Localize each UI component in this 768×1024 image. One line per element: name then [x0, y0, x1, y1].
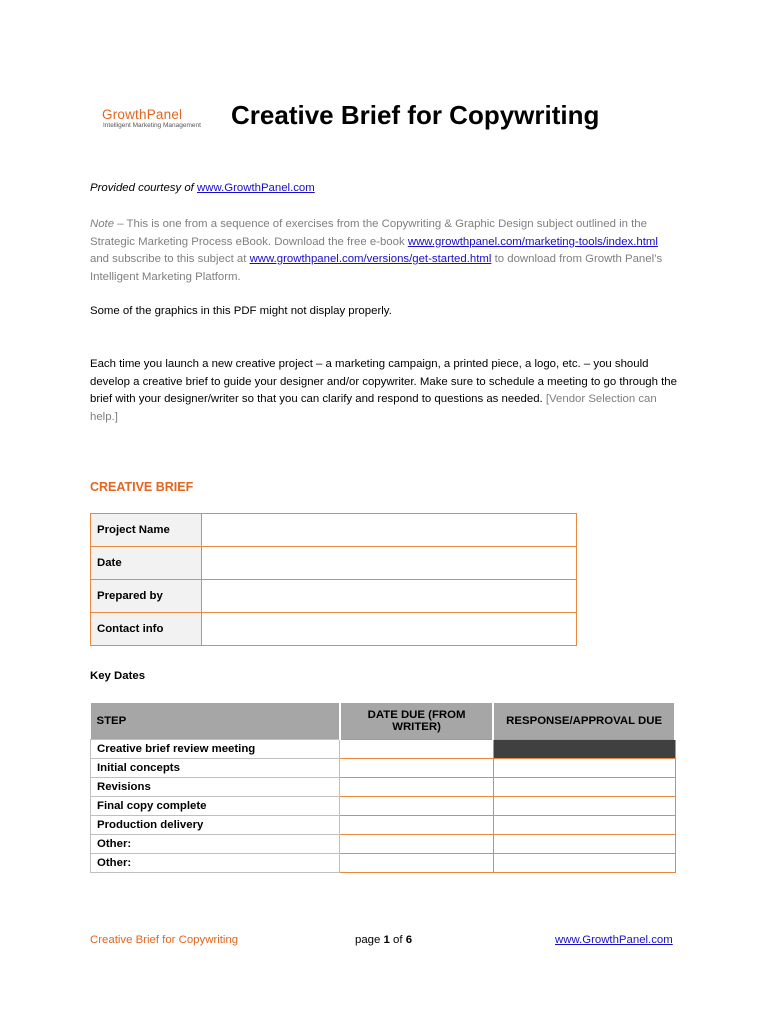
table-row	[91, 835, 676, 854]
footer-growthpanel-link[interactable]: www.GrowthPanel.com	[555, 934, 673, 946]
ebook-link[interactable]: www.growthpanel.com/marketing-tools/index.html	[407, 235, 658, 248]
logo-wordmark: GrowthPanel	[102, 107, 183, 122]
table-row	[91, 759, 676, 778]
document-title: Creative Brief for Copywriting	[231, 100, 600, 130]
table-row	[91, 580, 577, 613]
note-text-2: and subscribe to this subject at	[90, 253, 250, 265]
page-total: 6	[405, 934, 413, 946]
logo-tagline: Intelligent Marketing Management	[103, 122, 201, 129]
date-field[interactable]	[202, 547, 577, 580]
date-due-cell[interactable]	[340, 854, 493, 873]
table-row	[91, 816, 676, 835]
response-due-cell[interactable]	[493, 854, 675, 873]
table-header-row	[91, 703, 676, 740]
key-dates-label: Key Dates	[90, 670, 146, 682]
response-due-header: RESPONSE/APPROVAL DUE	[493, 703, 675, 740]
note-text-1: – This is one from a sequence of exercises from the Copywriting & Graphic Design subject outlined in the Strategic Marketing Process eBook. Download the free e-book	[90, 218, 647, 248]
date-label: Date	[91, 547, 202, 580]
note-paragraph	[90, 216, 680, 286]
project-name-field[interactable]	[202, 514, 577, 547]
key-dates-table	[90, 703, 676, 873]
page-indicator	[355, 934, 412, 946]
response-due-cell[interactable]	[493, 740, 675, 759]
vendor-selection-aside: [Vendor Selection can help.]	[90, 393, 657, 423]
response-due-cell[interactable]	[493, 797, 675, 816]
date-due-cell[interactable]	[340, 740, 493, 759]
step-cell: Final copy complete	[91, 797, 340, 816]
table-row	[91, 740, 676, 759]
courtesy-line	[90, 180, 680, 198]
step-header: STEP	[91, 703, 340, 740]
growthpanel-logo	[102, 108, 212, 130]
step-cell: Revisions	[91, 778, 340, 797]
note-label: Note	[90, 218, 115, 230]
date-due-cell[interactable]	[340, 759, 493, 778]
prepared-by-label: Prepared by	[91, 580, 202, 613]
step-cell: Other:	[91, 835, 340, 854]
table-row	[91, 797, 676, 816]
prepared-by-field[interactable]	[202, 580, 577, 613]
intro-text: Each time you launch a new creative project – a marketing campaign, a printed piece, a logo, etc. – you should develop a creative brief to guide your designer and/or copywriter. Make sure to schedule a meeting to go through the brief with your designer/writer so that you can clarify and respond to questions as needed.	[90, 358, 677, 405]
date-due-cell[interactable]	[340, 778, 493, 797]
contact-info-label: Contact info	[91, 613, 202, 646]
date-due-cell[interactable]	[340, 797, 493, 816]
response-due-cell[interactable]	[493, 835, 675, 854]
table-row	[91, 514, 577, 547]
courtesy-prefix: Provided courtesy of	[90, 182, 194, 194]
page-prefix: page	[355, 934, 381, 946]
section-heading: CREATIVE BRIEF	[90, 480, 194, 494]
project-info-table	[90, 513, 577, 646]
get-started-link[interactable]: www.growthpanel.com/versions/get-started.html	[249, 253, 492, 265]
step-cell: Production delivery	[91, 816, 340, 835]
step-cell: Other:	[91, 854, 340, 873]
table-row	[91, 613, 577, 646]
contact-info-field[interactable]	[202, 613, 577, 646]
graphics-warning: Some of the graphics in this PDF might not display properly.	[90, 305, 392, 317]
step-cell: Creative brief review meeting	[91, 740, 340, 759]
date-due-header: DATE DUE (FROM WRITER)	[340, 703, 493, 740]
table-row	[91, 547, 577, 580]
intro-paragraph	[90, 356, 680, 426]
response-due-cell[interactable]	[493, 759, 675, 778]
step-cell: Initial concepts	[91, 759, 340, 778]
growthpanel-link[interactable]: www.GrowthPanel.com	[197, 182, 315, 194]
response-due-cell[interactable]	[493, 816, 675, 835]
table-row	[91, 778, 676, 797]
project-name-label: Project Name	[91, 514, 202, 547]
table-row	[91, 854, 676, 873]
date-due-cell[interactable]	[340, 835, 493, 854]
note-text-3: to download from Growth Panel’s Intelligent Marketing Platform.	[90, 253, 663, 283]
page-of: of	[393, 934, 403, 946]
date-due-cell[interactable]	[340, 816, 493, 835]
footer-document-title: Creative Brief for Copywriting	[90, 934, 239, 946]
page-current: 1	[383, 934, 390, 946]
response-due-cell[interactable]	[493, 778, 675, 797]
